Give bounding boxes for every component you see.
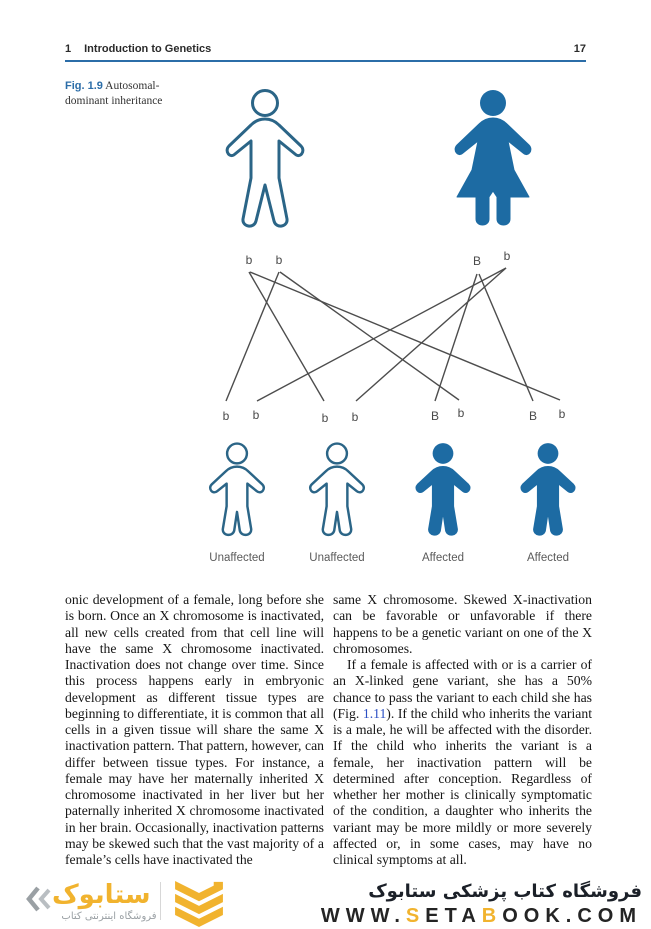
child2-allele-1: b xyxy=(321,411,329,425)
child3-allele-2: b xyxy=(457,406,465,420)
body-text xyxy=(65,592,592,868)
chapter-title: Introduction to Genetics xyxy=(84,43,212,55)
url-www: WWW. xyxy=(320,905,406,927)
paragraph-text-after-link: ). If the child who inherits the variant is a male, he will be affected with the disorder. If the child who inherits the variant is a female, her inactivation pattern will be determined after conception. Regardless of whether her mother is clinically symptomatic of the condition, a daughter who inherits the variant may be more mildly or more severely affected or, in some cases, may have no clinical symptoms at all. xyxy=(333,705,592,867)
header-rule xyxy=(65,60,586,62)
father-unaffected-male-figure-icon xyxy=(213,88,317,234)
right-column-paragraph-1: same X chromosome. Skewed X-inactivation can be favorable or unfavorable if there happens to be a genetic variant on one of the X chromosomes. xyxy=(333,592,592,656)
figure-caption-text: Autosomal-dominant inheritance xyxy=(65,80,163,107)
page-header xyxy=(65,43,586,55)
child2-status-label: Unaffected xyxy=(309,552,365,564)
child4-affected-figure-icon xyxy=(515,442,581,546)
url-b-gold: B xyxy=(481,905,503,927)
child2-unaffected-figure-icon xyxy=(304,442,370,546)
bookstore-tagline-farsi: فروشگاه کتاب پزشکی ستابوک xyxy=(368,881,642,902)
logo-subtitle-farsi: فروشگاه اینترنتی کتاب xyxy=(61,911,157,922)
mother-allele-1: B xyxy=(472,254,482,268)
page-number: 17 xyxy=(573,43,586,55)
chapter-number: 1 xyxy=(65,43,72,55)
child1-status-label: Unaffected xyxy=(209,552,265,564)
figure-caption xyxy=(65,79,181,109)
paragraph-text-before-link: If a female is affected with or is a carrier of an X-linked gene variant, she has a 50% chance to pass the variant to each child she has (Fig. xyxy=(333,657,592,721)
right-column-paragraph-2 xyxy=(333,657,592,868)
father-allele-1: b xyxy=(245,253,253,267)
child4-status-label: Affected xyxy=(527,552,569,564)
url-s-gold: S xyxy=(405,905,426,927)
figure-ref-link[interactable]: 1.11 xyxy=(362,705,387,721)
url-rest: OOK.COM xyxy=(502,905,642,927)
url-eta: ETA xyxy=(425,905,482,927)
father-allele-2: b xyxy=(275,253,283,267)
child2-allele-2: b xyxy=(351,410,359,424)
child4-allele-2: b xyxy=(558,407,566,421)
child1-allele-1: b xyxy=(222,409,230,423)
footer-banner xyxy=(0,879,651,929)
child3-affected-figure-icon xyxy=(410,442,476,546)
double-chevron-left-icon xyxy=(26,884,52,914)
mother-affected-female-figure-icon xyxy=(441,88,545,234)
child1-allele-2: b xyxy=(252,408,260,422)
logo-wordmark-farsi: ستابوک xyxy=(52,880,151,910)
child4-allele-1: B xyxy=(528,409,538,423)
left-column-paragraph: onic development of a female, long before she is born. Once an X chromosome is inactivated, all new cells created from that cell line will have the same X chromosome inactivated. Inactivation does not change over time. Since this process happens early in embryonic development as different tissue types are beginning to differentiate, it is common that all cells in a given tissue will share the same X inactivation pattern. That pattern, however, can differ between tissue types. For instance, a female may have her maternally inherited X chromosome inactivated in her liver but her paternally inherited X chromosome inactivated in her brain. Occasionally, inactivation patterns may be skewed such that the vast majority of a female’s cells have inactivated the xyxy=(65,592,324,867)
figure-caption-label: Fig. 1.9 xyxy=(65,80,103,92)
setabook-emblem-icon xyxy=(170,881,228,927)
child3-status-label: Affected xyxy=(422,552,464,564)
left-column xyxy=(65,592,324,868)
footer-right xyxy=(321,881,642,929)
right-column xyxy=(333,592,592,868)
child3-allele-1: B xyxy=(430,409,440,423)
child1-unaffected-figure-icon xyxy=(204,442,270,546)
setabook-url[interactable] xyxy=(321,903,642,929)
mother-allele-2: b xyxy=(503,249,511,263)
